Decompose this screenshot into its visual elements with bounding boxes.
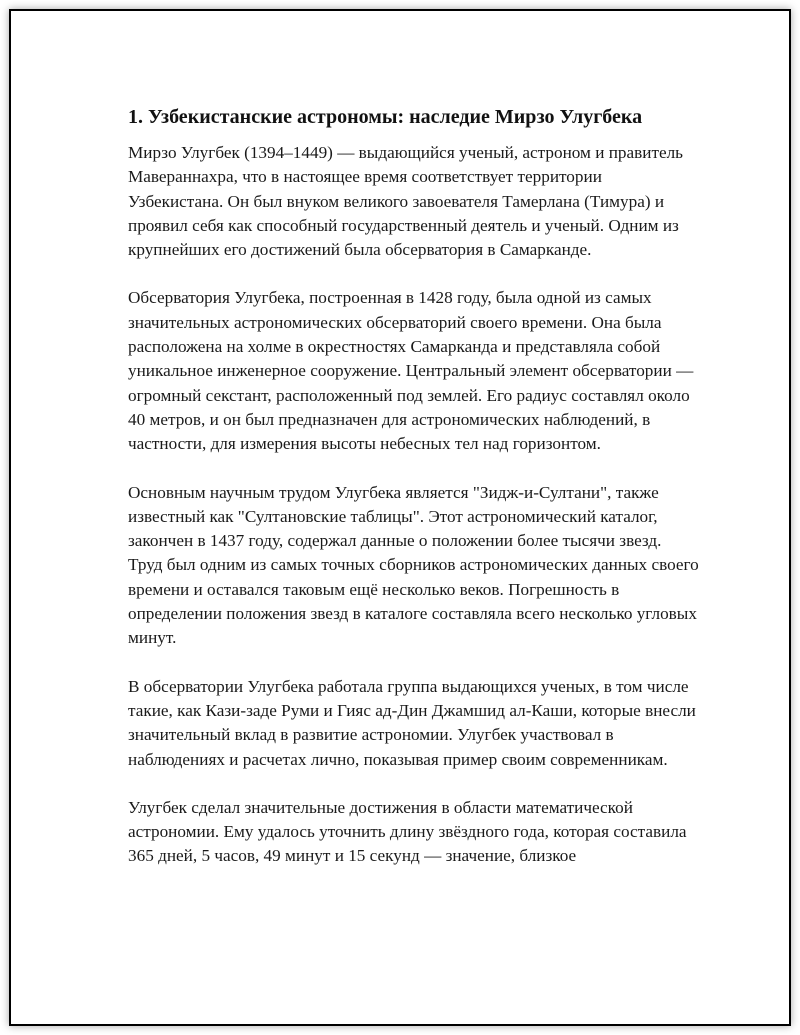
paragraph-ulugbek-intro: Мирзо Улугбек (1394–1449) — выдающийся ученый, астроном и правитель Мавераннахра, что в настоящее время соответствует территории Узбекистана. Он был внуком великого завоевателя Тамерлана (Тимура) и проявил себя как способный государственный деятель и ученый. Одним из крупнейших его достижений была обсерватория в Самарканде.	[128, 143, 684, 260]
document-page	[9, 9, 791, 1026]
document-content	[128, 103, 700, 893]
paragraph-observatory: Обсерватория Улугбека, построенная в 1428 году, была одной из самых значительных астрономических обсерваторий своего времени. Она была расположена на холме в окрестностях Самарканда и представляла собой уникальное инженерное сооружение. Центральный элемент обсерватории — огромный секстант, расположенный под землей. Его радиус составлял около 40 метров, и он был предназначен для астрономических наблюдений, в частности, для измерения высоты небесных тел над горизонтом.	[128, 288, 694, 454]
section-heading: 1. Узбекистанские астрономы: наследие Мирзо Улугбека	[128, 106, 643, 128]
paragraph-scientists: В обсерватории Улугбека работала группа выдающихся ученых, в том числе такие, как Кази-заде Руми и Гияс ад-Дин Джамшид ал-Каши, которые внесли значительный вклад в развитие астрономии. Улугбек участвовал в наблюдениях и расчетах лично, показывая пример своим современникам.	[128, 676, 696, 769]
paragraph-sidereal-year: Улугбек сделал значительные достижения в области математической астрономии. Ему удалось уточнить длину звёздного года, которая составила 365 дней, 5 часов, 49 минут и 15 секунд — значение, близкое	[128, 797, 687, 866]
paragraph-zij-i-sultani: Основным научным трудом Улугбека является "Зидж-и-Султани", также известный как "Султановские таблицы". Этот астрономический каталог, закончен в 1437 году, содержал данные о положении более тысячи звезд. Труд был одним из самых точных сборников астрономических данных своего времени и оставался таковым ещё несколько веков. Погрешность в определении положения звезд в каталоге составляла всего несколько угловых минут.	[128, 482, 699, 648]
